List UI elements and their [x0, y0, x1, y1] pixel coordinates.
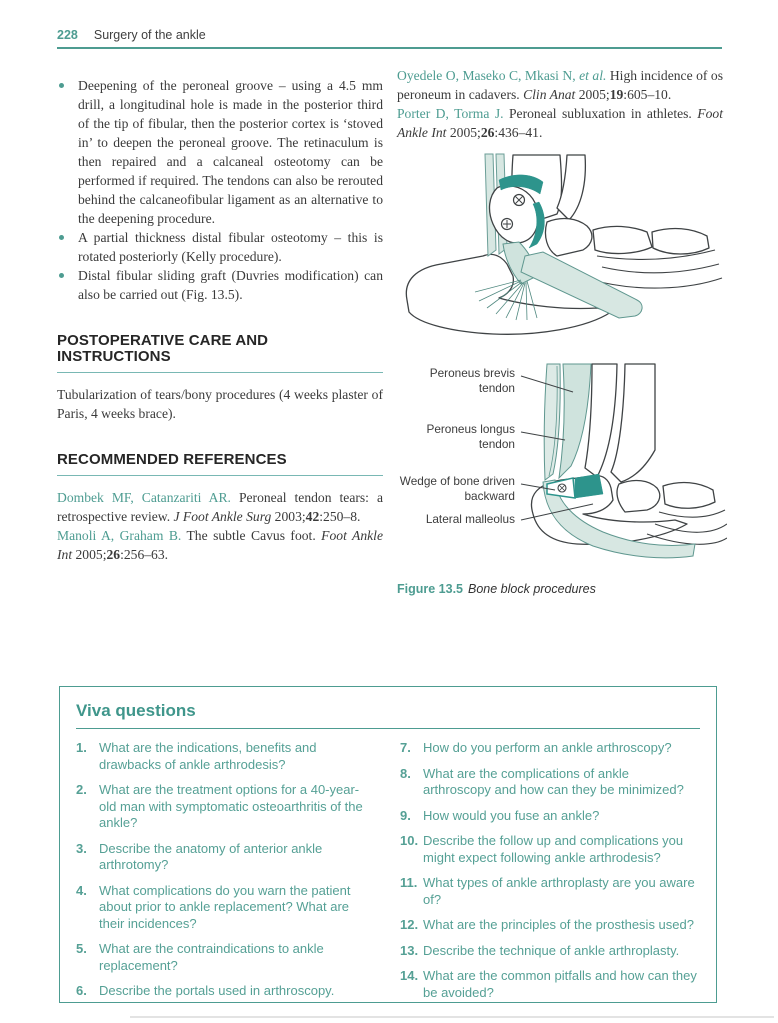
- viva-question: [400, 833, 700, 866]
- figure-caption-label: Figure 13.5: [397, 582, 463, 596]
- ankle-lateral-drawing: [397, 152, 723, 348]
- viva-left-column: [76, 740, 376, 1010]
- viva-question: [400, 943, 700, 960]
- question-text: What are the indications, benefits and drawbacks of ankle arthrodesis?: [99, 740, 317, 772]
- page-number: 228: [57, 28, 78, 42]
- postop-paragraph: Tubularization of tears/bony procedures (4 weeks plaster of Paris, 4 weeks brace).: [57, 387, 383, 421]
- reference-text: 2003;: [271, 509, 306, 524]
- viva-question: [76, 883, 376, 933]
- reference-text: :250–8.: [319, 509, 361, 524]
- question-text: How would you fuse an ankle?: [423, 807, 600, 823]
- viva-question: [400, 968, 700, 1001]
- question-number: 5.: [76, 941, 87, 956]
- question-text: What types of ankle arthroplasty are you aware of?: [423, 875, 695, 907]
- question-number: 1.: [76, 740, 87, 755]
- reference-entry: [57, 488, 383, 526]
- figure-caption: [397, 582, 723, 596]
- left-column: [57, 66, 383, 564]
- question-number: 6.: [76, 983, 87, 998]
- viva-question: [400, 875, 700, 908]
- bullet-dot-icon: [59, 83, 64, 88]
- reference-volume: 26: [480, 125, 495, 140]
- bullet-list: [57, 76, 383, 304]
- reference-text: The subtle Cavus foot.: [181, 528, 322, 543]
- question-text: What are the common pitfalls and how can they be avoided?: [423, 968, 697, 1000]
- section-heading-text: RECOMMENDED REFERENCES: [57, 451, 287, 468]
- viva-question: [400, 766, 700, 799]
- viva-questions-box: [59, 686, 717, 1003]
- reference-volume: 19: [609, 87, 624, 102]
- viva-question: [400, 917, 700, 934]
- question-number: 8.: [400, 765, 411, 781]
- reference-entry: [57, 526, 383, 564]
- question-text: What are the complications of ankle arthroscopy and how can they be minimized?: [423, 765, 684, 797]
- reference-text: 2005;: [575, 87, 610, 102]
- viva-question: [400, 808, 700, 825]
- question-number: 2.: [76, 782, 87, 797]
- running-title: Surgery of the ankle: [93, 28, 206, 42]
- reference-text: High incidence of os peroneum in cadavers.: [397, 68, 723, 102]
- bullet-text: Deepening of the peroneal groove – using a 4.5 mm drill, a longitudinal hole is made in the posterior third of the tip of fibular, then the posterior cortex is ‘stoved in’ to deepen the peroneal groove. The retinaculum is then repaired and a calcaneal osteotomy can be performed if required. The tendons can also be rerouted behind the calcaneofibular ligament as an alternative to the deepening procedure.: [78, 78, 383, 226]
- viva-question: [76, 740, 376, 773]
- reference-etal: et al.: [579, 68, 607, 83]
- reference-journal: Foot Ankle Int: [397, 106, 723, 140]
- viva-question: [76, 782, 376, 832]
- question-text: Describe the follow up and complications you might expect following ankle arthrodesis?: [423, 833, 684, 865]
- reference-authors: Manoli A, Graham B.: [57, 528, 182, 543]
- bullet-item: [57, 228, 383, 266]
- figure-label: Lateral malleolus: [425, 512, 515, 526]
- viva-question: [400, 740, 700, 757]
- reference-text: :436–41.: [494, 125, 543, 140]
- ankle-lateral-figure: [397, 152, 723, 348]
- question-number: 4.: [76, 882, 87, 898]
- figure-label: Peroneus longus tendon: [426, 422, 515, 451]
- question-text: Describe the portals used in arthroscopy.: [99, 983, 335, 998]
- reference-entry: [397, 66, 723, 104]
- section-heading-references: [57, 452, 383, 476]
- figure-label: Wedge of bone driven backward: [399, 474, 515, 503]
- bone-block-figure: [397, 362, 723, 574]
- reference-text: Peroneal subluxation in athletes.: [503, 106, 698, 121]
- page-header: [57, 28, 722, 49]
- question-number: 7.: [400, 740, 411, 755]
- bullet-item: [57, 76, 383, 228]
- reference-journal: J Foot Ankle Surg: [173, 509, 272, 524]
- question-text: What are the contraindications to ankle replacement?: [99, 941, 324, 973]
- reference-journal: Clin Anat: [523, 87, 576, 102]
- viva-question: [76, 983, 376, 1000]
- question-text: What complications do you warn the patient about prior to ankle replacement? What are their incidences?: [99, 882, 351, 931]
- figure-label: Peroneus brevis tendon: [429, 366, 515, 395]
- reference-entry: [397, 104, 723, 142]
- reference-volume: 26: [106, 547, 121, 562]
- section-heading-text: POSTOPERATIVE CARE AND INSTRUCTIONS: [57, 332, 269, 365]
- question-text: Describe the technique of ankle arthroplasty.: [423, 942, 680, 958]
- right-column: [397, 66, 723, 596]
- page-bottom-edge: [130, 1016, 774, 1018]
- bullet-item: [57, 266, 383, 304]
- reference-text: :256–63.: [120, 547, 169, 562]
- bullet-text: A partial thickness distal fibular osteotomy – this is rotated posteriorly (Kelly procedure).: [78, 230, 383, 264]
- reference-authors: Porter D, Torma J.: [397, 106, 504, 121]
- question-number: 3.: [76, 840, 87, 856]
- question-text: Describe the anatomy of anterior ankle arthrotomy?: [99, 840, 323, 872]
- section-heading-postoperative: [57, 333, 383, 373]
- reference-text: Peroneal tendon tears: a retrospective review.: [57, 490, 383, 524]
- figure-caption-text: Bone block procedures: [468, 582, 596, 596]
- reference-authors: Oyedele O, Maseko C, Mkasi N,: [397, 68, 580, 83]
- bullet-dot-icon: [59, 273, 64, 278]
- viva-question: [76, 941, 376, 974]
- viva-right-column: [400, 740, 700, 1010]
- question-number: 13.: [400, 942, 419, 958]
- reference-journal: Foot Ankle Int: [57, 528, 383, 562]
- reference-authors: Dombek MF, Catanzariti AR.: [57, 490, 231, 505]
- viva-question: [76, 841, 376, 874]
- question-number: 10.: [400, 833, 419, 848]
- viva-columns: [60, 729, 716, 1010]
- question-text: How do you perform an ankle arthroscopy?: [423, 740, 672, 755]
- question-text: What are the treatment options for a 40-year-old man with symptomatic osteoarthritis of the ankle?: [99, 782, 363, 830]
- bullet-text: Distal fibular sliding graft (Duvries modification) can also be carried out (Fig. 13.5).: [78, 268, 383, 302]
- reference-text: 2005;: [446, 125, 481, 140]
- reference-volume: 42: [305, 509, 320, 524]
- reference-text: :605–10.: [623, 87, 672, 102]
- question-number: 14.: [400, 968, 419, 983]
- bullet-dot-icon: [59, 235, 64, 240]
- reference-text: 2005;: [72, 547, 107, 562]
- viva-title: Viva questions: [76, 701, 700, 729]
- question-text: What are the principles of the prosthesis used?: [423, 917, 694, 932]
- question-number: 12.: [400, 917, 419, 932]
- question-number: 11.: [400, 875, 418, 890]
- question-number: 9.: [400, 807, 411, 823]
